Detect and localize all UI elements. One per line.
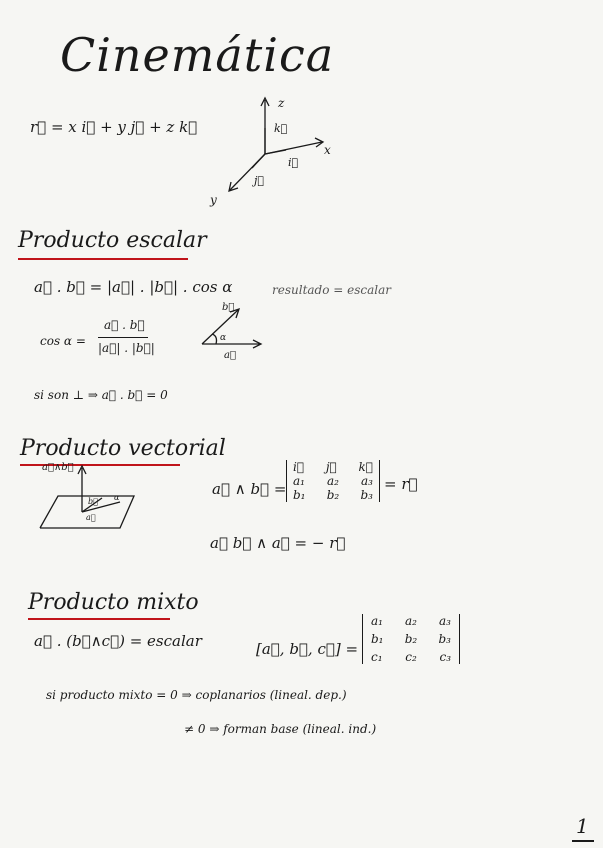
plane-alpha-label: α: [114, 493, 120, 502]
fraction-bar: [98, 337, 148, 338]
i-label: i⃗: [288, 156, 299, 169]
coplanar-condition: si producto mixto = 0 ⇒ coplanarios (lineal. dep.): [46, 688, 347, 702]
alpha-label: α: [220, 333, 227, 343]
anticommutative-property: a⃗ b⃗ ∧ a⃗ = − r⃗: [210, 534, 346, 552]
matrix-cell: c₂: [405, 650, 417, 664]
matrix-cell: b₂: [404, 632, 418, 646]
determinant-row: [371, 650, 451, 664]
matrix-cell: a₃: [361, 474, 373, 488]
z-label: z: [278, 96, 285, 110]
cross-product-vector-label: a⃗∧b⃗: [42, 462, 74, 473]
j-label: j⃗: [254, 174, 265, 187]
matrix-cell: a₁: [293, 474, 305, 488]
j-unit-vector: [252, 154, 265, 168]
plane-b-label: b⃗: [88, 497, 98, 506]
matrix-cell: b₃: [360, 488, 373, 502]
determinant-row: [293, 460, 373, 474]
heading-underline: [18, 258, 188, 260]
determinant-row: [371, 614, 451, 628]
page-title: Cinemática: [60, 28, 335, 82]
cos-alpha-lhs: cos α =: [40, 334, 86, 348]
coordinate-axes-figure: [210, 92, 331, 207]
vector-a-label: a⃗: [224, 350, 236, 361]
matrix-cell: k⃗: [358, 460, 373, 474]
vector-b-label: b⃗: [222, 302, 235, 313]
dot-product-definition: a⃗ . b⃗ = |a⃗| . |b⃗| . cos α: [34, 278, 233, 296]
x-label: x: [324, 143, 331, 157]
determinant-row: [293, 474, 373, 488]
matrix-cell: a₂: [327, 474, 339, 488]
matrix-cell: c₃: [439, 650, 451, 664]
cross-product-determinant: [286, 460, 380, 502]
matrix-cell: b₁: [371, 632, 384, 646]
matrix-cell: b₁: [293, 488, 306, 502]
matrix-cell: a₁: [371, 614, 383, 628]
perpendicular-condition: si son ⊥ ⇒ a⃗ . b⃗ = 0: [34, 388, 168, 402]
position-vector-equation: r⃗ = x i⃗ + y j⃗ + z k⃗: [30, 118, 198, 136]
y-label: y: [210, 193, 217, 207]
i-unit-vector: [265, 150, 286, 154]
triple-product-bracket: [a⃗, b⃗, c⃗] =: [256, 640, 359, 658]
dot-product-result-note: resultado = escalar: [272, 283, 391, 297]
heading-producto-mixto: Producto mixto: [28, 590, 199, 615]
determinant-row: [293, 488, 373, 502]
k-label: k⃗: [274, 122, 288, 135]
matrix-cell: b₃: [438, 632, 451, 646]
angle-between-vectors-figure: [198, 302, 268, 361]
matrix-cell: a₂: [405, 614, 417, 628]
matrix-cell: a₃: [439, 614, 451, 628]
angle-arc: [212, 334, 217, 344]
plane: [40, 496, 134, 528]
cross-product-lhs: a⃗ ∧ b⃗ =: [212, 480, 287, 498]
cross-product-figure: [30, 458, 130, 538]
heading-producto-escalar: Producto escalar: [18, 228, 207, 253]
page-number-underline: [572, 840, 594, 842]
cos-alpha-denominator: |a⃗| . |b⃗|: [98, 341, 155, 355]
basis-condition: ≠ 0 ⇒ forman base (lineal. ind.): [184, 722, 377, 736]
plane-a-label: a⃗: [86, 513, 96, 522]
cos-alpha-numerator: a⃗ . b⃗: [104, 318, 145, 332]
determinant-row: [371, 632, 451, 646]
matrix-cell: c₁: [371, 650, 383, 664]
heading-underline: [28, 618, 170, 620]
triple-product-definition: a⃗ . (b⃗∧c⃗) = escalar: [34, 632, 202, 650]
matrix-cell: b₂: [326, 488, 340, 502]
page-number: 1: [576, 814, 589, 838]
matrix-cell: j⃗: [325, 460, 337, 474]
matrix-cell: i⃗: [293, 460, 305, 474]
heading-producto-vectorial: Producto vectorial: [20, 436, 226, 461]
cross-product-result: = r⃗: [384, 475, 418, 493]
triple-product-determinant: [362, 614, 460, 664]
